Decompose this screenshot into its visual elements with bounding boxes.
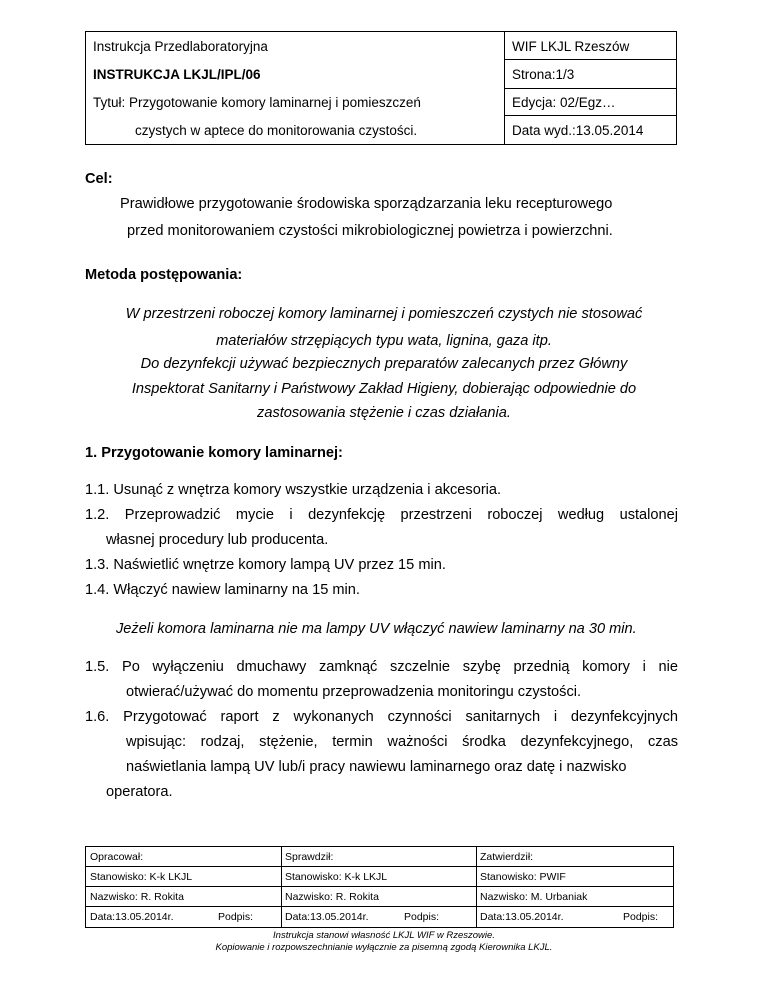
approval-row-line [86,906,673,907]
checked-position: Stanowisko: K-k LKJL [285,871,388,883]
prepared-date: Data:13.05.2014r. [90,911,174,923]
prepared-position: Stanowisko: K-k LKJL [90,871,193,883]
step-1-3: 1.3. Naświetlić wnętrze komory lampą UV przez 15 min. [85,557,446,573]
section1-heading: 1. Przygotowanie komory laminarnej: [85,445,343,461]
approval-table [85,846,674,928]
doc-code: INSTRUKCJA LKJL/IPL/06 [93,67,261,82]
step-1-6-cont: operatora. [106,784,173,800]
step-1-5: 1.5. Po wyłączeniu dmuchawy zamknąć szczelnie szybę przednią komory i nie [85,659,678,675]
method-line: Do dezynfekcji używać bezpiecznych preparatów zalecanych przez Główny [140,356,628,372]
approval-col-line [476,847,477,927]
step-1-1: 1.1. Usunąć z wnętrza komory wszystkie urządzenia i akcesoria. [85,482,502,498]
approved-name: Nazwisko: M. Urbaniak [480,891,588,903]
header-row-line [504,88,676,89]
approved-label: Zatwierdził: [480,851,534,863]
approved-position: Stanowisko: PWIF [480,871,566,883]
method-heading: Metoda postępowania: [85,267,243,283]
checked-sign: Podpis: [404,911,440,923]
header-table [85,31,677,145]
step-1-6: 1.6. Przygotować raport z wykonanych czynności sanitarnych i dezynfekcyjnych [85,709,678,725]
doc-title-line2: czystych w aptece do monitorowania czystości. [135,123,418,138]
approved-date: Data:13.05.2014r. [480,911,564,923]
header-row-line [504,59,676,60]
approval-col-line [281,847,282,927]
goal-line2: przed monitorowaniem czystości mikrobiologicznej powietrza i powierzchni. [127,223,613,239]
doc-title-line1: Tytuł: Przygotowanie komory laminarnej i pomieszczeń [93,95,421,110]
step-1-2-cont: własnej procedury lub producenta. [106,532,329,548]
checked-date: Data:13.05.2014r. [285,911,369,923]
checked-name: Nazwisko: R. Rokita [285,891,379,903]
prepared-sign: Podpis: [218,911,254,923]
header-page: Strona:1/3 [512,67,575,82]
header-issue-date: Data wyd.:13.05.2014 [512,123,644,138]
method-line: Inspektorat Sanitarny i Państwowy Zakład Higieny, dobierając odpowiednie do [131,381,637,397]
header-row-line [504,115,676,116]
prepared-label: Opracował: [90,851,144,863]
method-line: materiałów strzępiących typu wata, lignina, gaza itp. [216,333,552,349]
method-line: W przestrzeni roboczej komory laminarnej i pomieszczeń czystych nie stosować [125,306,643,322]
goal-line1: Prawidłowe przygotowanie środowiska sporządzarzania leku recepturowego [120,196,613,212]
header-edition: Edycja: 02/Egz… [512,95,616,110]
footnote-line2: Kopiowanie i rozpowszechnianie wyłącznie za pisemną zgodą Kierownika LKJL. [215,942,553,953]
prepared-name: Nazwisko: R. Rokita [90,891,184,903]
doc-type: Instrukcja Przedlaboratoryjna [93,39,268,54]
step-1-5-cont: otwierać/używać do momentu przeprowadzenia monitoringu czystości. [126,684,582,700]
step-1-6-cont: wpisując: rodzaj, stężenie, termin ważności środka dezynfekcyjnego, czas [126,734,678,750]
goal-heading: Cel: [85,171,113,187]
step-1-2: 1.2. Przeprowadzić mycie i dezynfekcję przestrzeni roboczej według ustalonej [85,507,678,523]
footnote-line1: Instrukcja stanowi własność LKJL WIF w Rzeszowie. [273,930,495,941]
checked-label: Sprawdził: [285,851,334,863]
step-1-4: 1.4. Włączyć nawiew laminarny na 15 min. [85,582,360,598]
step-1-6-cont: naświetlania lampą UV lub/i pracy nawiewu laminarnego oraz datę i nazwisko [126,759,627,775]
method-line: zastosowania stężenie i czas działania. [257,405,511,421]
uv-note: Jeżeli komora laminarna nie ma lampy UV włączyć nawiew laminarny na 30 min. [116,621,637,637]
approval-row-line [86,886,673,887]
header-org: WIF LKJL Rzeszów [512,39,630,54]
approval-row-line [86,866,673,867]
approved-sign: Podpis: [623,911,659,923]
